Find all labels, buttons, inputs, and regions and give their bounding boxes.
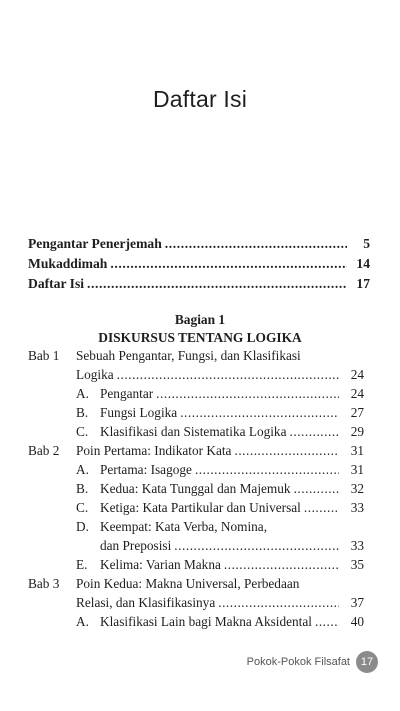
front-matter-page: 17	[356, 276, 370, 291]
section-title: Keempat: Kata Verba, Nomina,	[100, 519, 268, 534]
section-page: 40	[350, 614, 364, 629]
dot-leader	[110, 256, 347, 272]
page-footer	[247, 651, 378, 673]
section-letter: C.	[76, 500, 89, 515]
dot-leader	[117, 367, 339, 383]
section-title: Pertama: Isagoge	[100, 462, 192, 477]
section-letter: A.	[76, 462, 89, 477]
chapter-number: Bab 3	[28, 576, 60, 591]
front-matter-item[interactable]	[28, 256, 370, 274]
section-entry[interactable]	[76, 614, 364, 632]
dot-leader	[165, 236, 347, 252]
dot-leader	[180, 405, 339, 421]
section-page: 24	[350, 386, 364, 401]
chapter-title-line[interactable]	[76, 367, 364, 385]
section-page: 33	[350, 500, 364, 515]
section-letter: B.	[76, 405, 89, 420]
dot-leader	[174, 538, 339, 554]
section-title: Klasifikasi Lain bagi Makna Aksidental	[100, 614, 312, 629]
chapter-title: Logika	[76, 367, 114, 382]
section-title: Pengantar	[100, 386, 154, 401]
section-entry[interactable]	[76, 557, 364, 575]
chapter-title: Poin Kedua: Makna Universal, Perbedaan	[76, 576, 300, 591]
section-letter: E.	[76, 557, 88, 572]
chapter-number: Bab 2	[28, 443, 60, 458]
section-title: dan Preposisi	[100, 538, 172, 553]
dot-leader	[234, 443, 339, 459]
section-letter: D.	[76, 519, 89, 534]
section-title: Ketiga: Kata Partikular dan Universal	[100, 500, 301, 515]
front-matter-label: Daftar Isi	[28, 276, 85, 291]
section-entry-continued[interactable]	[100, 538, 364, 556]
part-label: Bagian 1	[174, 312, 226, 327]
page-title: Daftar Isi	[152, 86, 248, 112]
dot-leader	[294, 481, 339, 497]
dot-leader	[304, 500, 339, 516]
chapter-title: Sebuah Pengantar, Fungsi, dan Klasifikasi	[76, 348, 301, 363]
section-title: Kelima: Varian Makna	[100, 557, 221, 572]
chapter-page: 24	[350, 367, 364, 382]
section-entry[interactable]	[76, 424, 364, 442]
chapter-title-line[interactable]	[76, 443, 364, 461]
chapter-title-line[interactable]	[76, 348, 364, 366]
chapter-title: Poin Pertama: Indikator Kata	[76, 443, 232, 458]
front-matter-page: 5	[363, 236, 370, 251]
section-letter: B.	[76, 481, 89, 496]
section-letter: C.	[76, 424, 89, 439]
section-letter: A.	[76, 386, 89, 401]
section-page: 29	[350, 424, 364, 439]
section-entry[interactable]	[76, 462, 364, 480]
section-entry[interactable]	[76, 386, 364, 404]
section-page: 33	[350, 538, 364, 553]
front-matter-item[interactable]	[28, 276, 370, 294]
chapter-title-line[interactable]	[76, 576, 364, 594]
front-matter-label: Pengantar Penerjemah	[28, 236, 162, 251]
chapter-number: Bab 1	[28, 348, 60, 363]
chapter-title-line[interactable]	[76, 595, 364, 613]
section-page: 31	[350, 462, 364, 477]
section-entry[interactable]	[76, 500, 364, 518]
dot-leader	[315, 614, 339, 630]
front-matter-label: Mukaddimah	[28, 256, 108, 271]
section-entry[interactable]	[76, 405, 364, 423]
page-number-badge: 17	[356, 651, 378, 673]
section-title: Klasifikasi dan Sistematika Logika	[100, 424, 287, 439]
section-title: Kedua: Kata Tunggal dan Majemuk	[100, 481, 291, 496]
dot-leader	[156, 386, 339, 402]
dot-leader	[224, 557, 339, 573]
section-letter: A.	[76, 614, 89, 629]
dot-leader	[290, 424, 340, 440]
section-page: 27	[350, 405, 364, 420]
chapter-page: 31	[350, 443, 364, 458]
section-entry[interactable]	[76, 519, 364, 537]
section-page: 35	[350, 557, 364, 572]
section-title: Fungsi Logika	[100, 405, 178, 420]
section-page: 32	[350, 481, 364, 496]
front-matter-page: 14	[356, 256, 370, 271]
front-matter-item[interactable]	[28, 236, 370, 254]
section-entry[interactable]	[76, 481, 364, 499]
dot-leader	[195, 462, 339, 478]
dot-leader	[87, 276, 347, 292]
book-title: Pokok-Pokok Filsafat	[246, 656, 350, 668]
chapter-title: Relasi, dan Klasifikasinya	[76, 595, 216, 610]
dot-leader	[218, 595, 339, 611]
part-title: DISKURSUS TENTANG LOGIKA	[98, 330, 302, 345]
chapter-page: 37	[350, 595, 364, 610]
